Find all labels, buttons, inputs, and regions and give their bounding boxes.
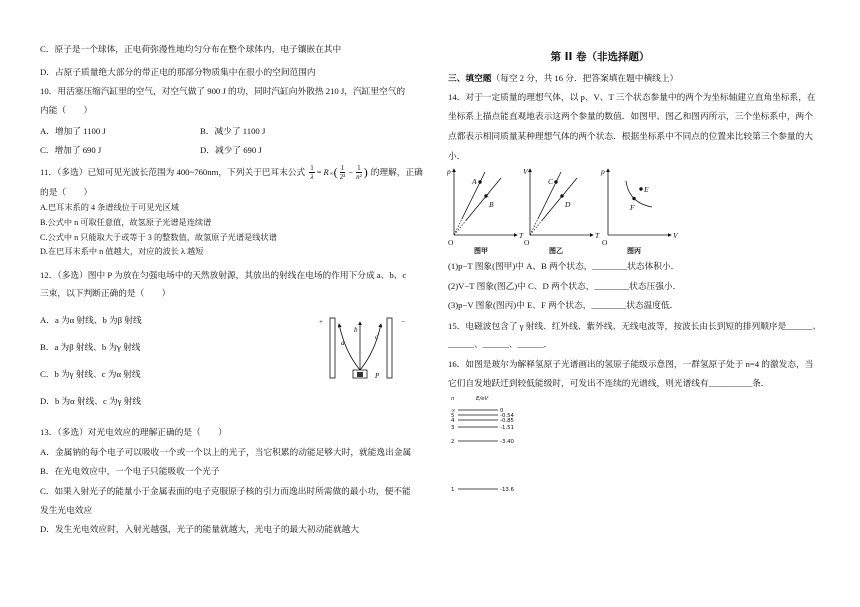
negative-plate-sign: − <box>401 318 405 326</box>
q12-option-c: C．b 为γ 射线、c 为α 射线 <box>40 369 141 379</box>
radiation-electric-field-figure <box>315 312 415 382</box>
level-n-label: 3 <box>451 425 455 431</box>
energy-level-2 <box>451 439 515 445</box>
rydberg-constant: R <box>323 167 329 177</box>
radiation-source <box>357 372 363 377</box>
q12-option-d: D．b 为α 射线、c 为γ 射线 <box>40 396 142 406</box>
q14-subquestion-2: (2)V−T 图象(图乙)中 C、D 两个状态，________状态压强小． <box>448 281 682 291</box>
level-energy-label: 0 <box>500 408 504 414</box>
q14-stem-line3: 点都表示相同质量某种理想气体的两个状态．根据坐标系中不同点的位置来比较第三个参量的大 <box>448 131 813 141</box>
q14-stem-line1: 14．对于一定质量的理想气体，以 p、V、T 三个状态参量中的两个为坐标轴建立直角坐标系，在 <box>448 92 816 102</box>
graph-bing <box>600 167 679 255</box>
q11-option-d: D.在巴耳末系中 n 值越大，对应的波长 λ 越短 <box>40 247 204 256</box>
q14-graphs <box>445 165 681 257</box>
q10-option-d: D．减少了 690 J <box>200 145 262 155</box>
point-e <box>639 187 642 190</box>
q12-option-b: B．a 为β 射线、b 为γ 射线 <box>40 342 141 352</box>
q11-stem-line1 <box>40 163 423 181</box>
q13-stem: 13．（多选）对光电效应的理解正确的是（ ） <box>40 427 227 437</box>
energy-level-3 <box>451 425 514 431</box>
level-energy-label: -3.40 <box>500 439 514 445</box>
fraction-numerator: 1 <box>340 163 345 172</box>
point-d <box>560 194 563 197</box>
q11-option-b: B.公式中 n 可取任意值，故氢原子光谱是连续谱 <box>40 218 212 227</box>
level-energy-label: -0.54 <box>500 413 514 419</box>
origin-label: O <box>602 238 608 247</box>
section-title: 第 II 卷（非选择题） <box>550 51 650 63</box>
part-heading-label: 三、填空题 <box>448 74 492 84</box>
formula-lhs-fraction <box>309 164 315 181</box>
q11-option-a: A.巴耳末系的 4 条谱线位于可见光区域 <box>40 203 179 212</box>
q14-subquestion-1: (1)p−T 图象(图甲)中 A、B 两个状态，________状态体积小． <box>448 261 680 271</box>
point-a <box>478 180 481 183</box>
origin-label: O <box>448 238 454 247</box>
energy-level-1 <box>451 487 515 493</box>
graph-jia <box>446 167 524 255</box>
negative-plate <box>387 318 392 378</box>
q10-stem-line1: 10．用活塞压缩汽缸里的空气，对空气做了 900 J 的功，同时汽缸向外散热 210 J，汽缸里空气的 <box>40 86 406 96</box>
part-heading-note: （每空 2 分，共 16 分．把答案填在题中横线上） <box>491 73 679 83</box>
q11-stem-line2: 的是（ ） <box>40 187 93 197</box>
point-c-label: C <box>548 177 554 186</box>
x-axis-label: T <box>519 231 524 240</box>
energy-header: E/eV <box>476 396 489 402</box>
q11-stem-start: 11．（多选）已知可见光波长范围为 400~760nm，下列关于巴耳末公式 <box>40 167 306 177</box>
level-energy-label: -0.85 <box>500 418 514 424</box>
q15-stem-line2: ______、______、______． <box>448 339 553 349</box>
q13-option-a: A．金属钠的每个电子可以吸收一个或一个以上的光子，当它积累的动能足够大时，就能逸出金属 <box>40 447 412 457</box>
point-e-label: E <box>644 185 649 194</box>
origin-label: O <box>524 238 530 247</box>
fraction-numerator: 1 <box>357 163 361 172</box>
y-axis-label: p <box>601 167 605 176</box>
q16-stem-line1: 16．如图是玻尔为解释氢原子光谱画出的氢原子能级示意图，一群氢原子处于 n=4 的激发态，当 <box>448 359 814 369</box>
point-d-label: D <box>565 200 571 209</box>
point-b <box>484 194 487 197</box>
fraction-denominator: n² <box>356 172 362 181</box>
level-n-label: 2 <box>451 439 455 445</box>
n-header: n <box>451 396 455 402</box>
fraction-numerator: 1 <box>310 163 314 172</box>
formula-term1-fraction <box>339 164 347 181</box>
x-axis-label: T <box>595 231 600 240</box>
q15-stem-line1: 15．电磁波包含了 γ 射线、红外线、紫外线、无线电波等，按波长由长到短的排列顺序是______、 <box>448 321 822 331</box>
q14-subquestion-3: (3)p−V 图象(图丙)中 E、F 两个状态，________状态温度低． <box>448 300 679 310</box>
formula-minus: − <box>348 167 354 177</box>
graph-yi <box>523 167 600 255</box>
q10-stem-line2: 内能（ ） <box>40 105 93 115</box>
ray-c-label: c <box>375 333 379 341</box>
q13-option-c-line2: 发生光电效应 <box>40 505 93 515</box>
point-b-label: B <box>489 200 494 209</box>
point-f <box>632 197 635 200</box>
graph-caption: 图丙 <box>627 247 641 255</box>
q12-option-a: A．a 为α 射线、b 为β 射线 <box>40 315 142 325</box>
level-energy-label: -13.6 <box>500 487 514 493</box>
ray-b-label: b <box>354 326 358 334</box>
q13-option-d: D．发生光电效应时，入射光越强，光子的能量就越大，光电子的最大初动能就越大 <box>40 524 360 534</box>
hydrogen-energy-level-diagram <box>446 394 526 494</box>
q16-stem-line2: 它们自发地跃迁到较低能级时，可发出不连续的光谱线，则光谱线有__________条． <box>448 378 770 388</box>
q11-option-c: C.公式中 n 只能取大于或等于 3 的整数值，故氢原子光谱是线状谱 <box>40 233 277 242</box>
q11-stem-end: 的理解，正确 <box>370 167 423 177</box>
q9-option-d: D．占原子质量绝大部分的带正电的那部分物质集中在很小的空间范围内 <box>40 67 316 77</box>
q12-stem-line1: 12．（多选）图中 P 为放在匀强电场中的天然放射源，其放出的射线在电场的作用下分成 a、b、c <box>40 270 407 280</box>
formula-term2-fraction <box>355 164 363 181</box>
q10-option-c: C．增加了 690 J <box>40 145 102 155</box>
x-axis-label: V <box>673 231 678 240</box>
positive-plate <box>330 318 335 378</box>
formula-right-paren: ) <box>363 165 368 179</box>
point-f-label: F <box>630 203 635 212</box>
point-a-label: A <box>472 177 477 186</box>
ray-a-label: a <box>341 339 345 347</box>
point-c <box>554 180 557 183</box>
fraction-denominator: λ <box>310 172 314 181</box>
part-heading <box>448 72 678 85</box>
q14-stem-line2: 坐标系上描点能直观地表示这两个参量的数值．如图甲、图乙和图丙所示，三个坐标系中，两个 <box>448 111 813 121</box>
ray-c-path <box>360 324 381 370</box>
balmer-formula <box>308 163 367 181</box>
level-n-label: 5 <box>451 413 455 419</box>
energy-level-4 <box>451 418 514 424</box>
y-axis-label: p <box>447 167 451 176</box>
level-n-label: 1 <box>451 487 455 493</box>
rydberg-subscript: ∞ <box>329 171 334 177</box>
positive-plate-sign: + <box>319 318 323 326</box>
q13-option-c-line1: C．如果入射光子的能量小于金属表面的电子克服原子核的引力而逸出时所需做的最小功，便不能 <box>40 486 411 496</box>
q10-option-b: B．减少了 1100 J <box>200 126 266 136</box>
q9-option-c: C．原子是一个球体，正电荷弥漫性地均匀分布在整个球体内，电子镶嵌在其中 <box>40 44 342 54</box>
energy-level-infinity <box>451 408 504 414</box>
formula-equals: = <box>316 167 322 177</box>
level-n-label: ∞ <box>451 408 456 414</box>
level-n-label: 4 <box>451 418 455 424</box>
fraction-denominator: 2² <box>339 172 346 181</box>
y-axis-label: V <box>523 167 528 176</box>
graph-caption: 图甲 <box>474 247 488 255</box>
source-label: P <box>375 372 380 380</box>
graph-caption: 图乙 <box>549 247 563 255</box>
q10-option-a: A．增加了 1100 J <box>40 126 106 136</box>
q14-stem-line4: 小． <box>448 151 466 161</box>
q12-stem-line2: 三束，以下判断正确的是（ ） <box>40 288 171 298</box>
formula-left-paren: ( <box>333 165 338 179</box>
q13-option-b: B．在光电效应中，一个电子只能吸收一个光子 <box>40 466 220 476</box>
level-energy-label: -1.51 <box>500 425 514 431</box>
